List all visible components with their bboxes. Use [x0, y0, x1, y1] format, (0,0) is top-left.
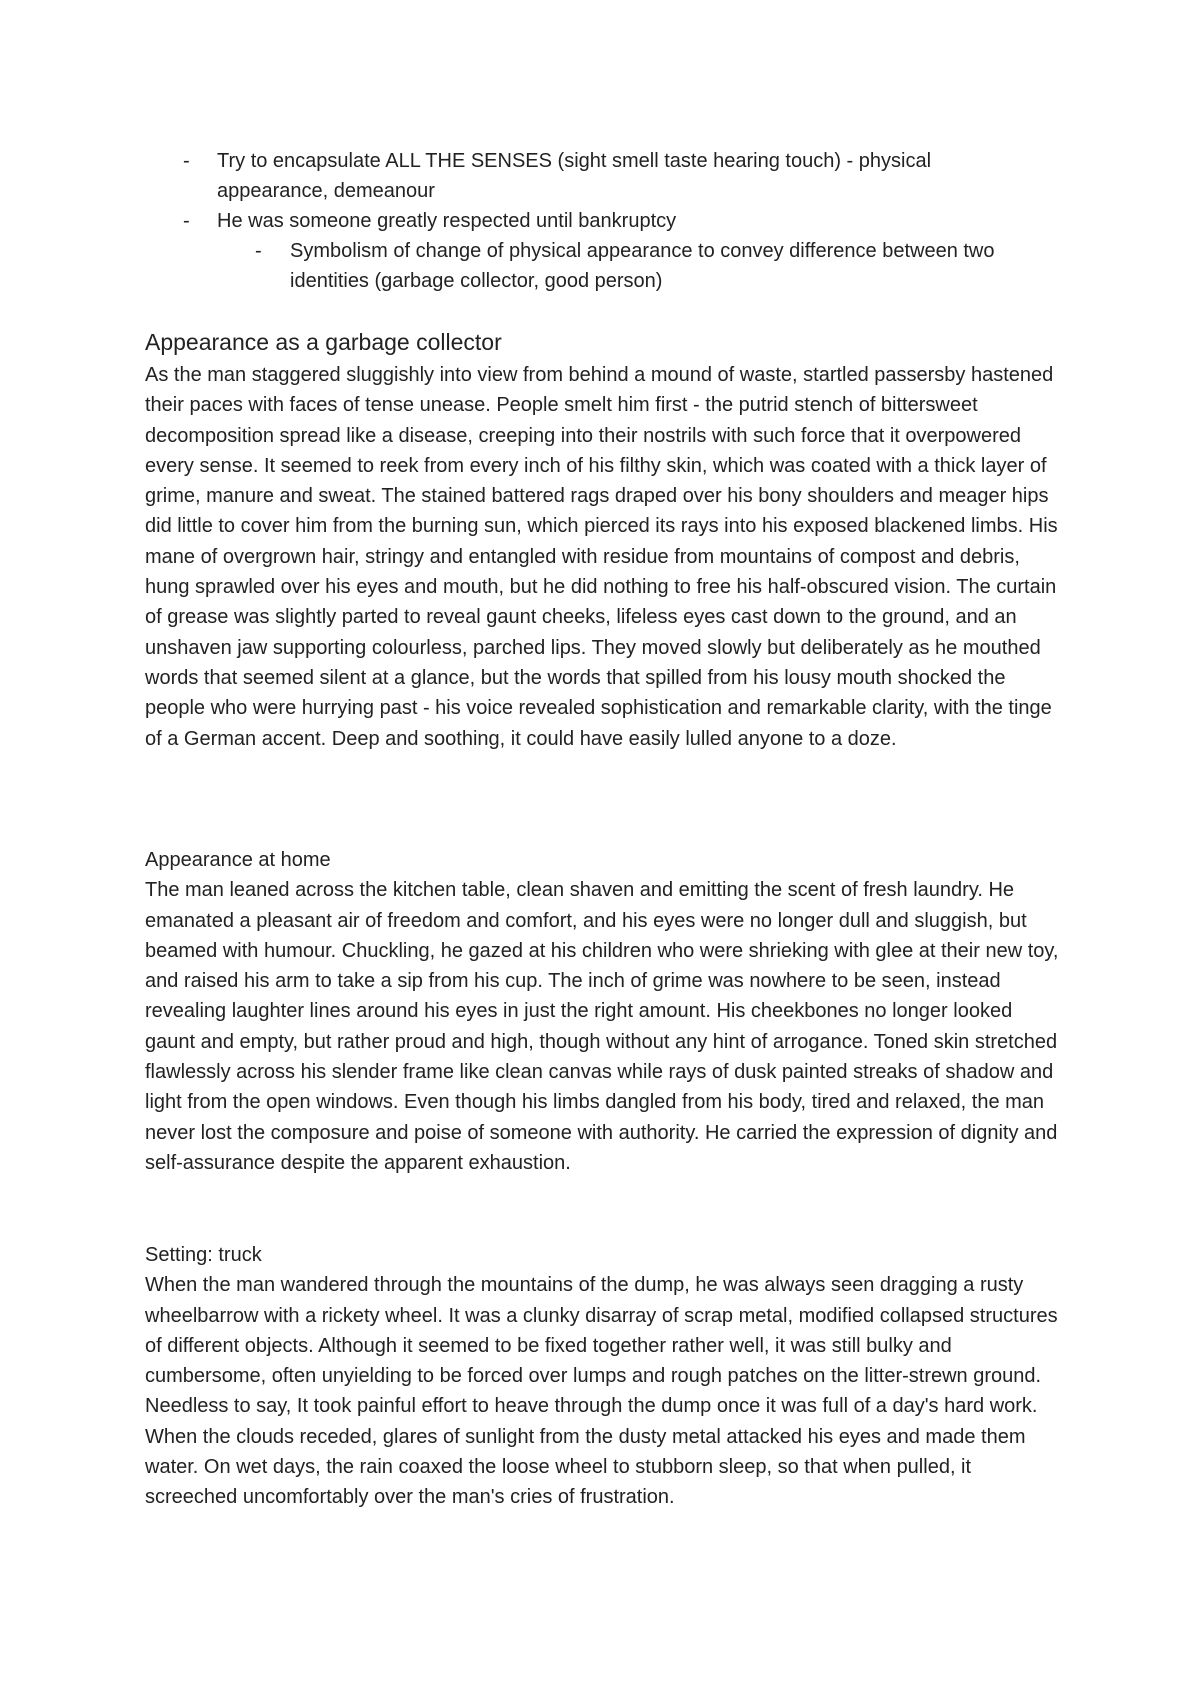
bullet-item [145, 206, 1045, 236]
bullet-marker: - [183, 150, 190, 172]
bullet-marker: - [183, 210, 190, 232]
section-heading-garbage-collector: Appearance as a garbage collector [145, 329, 502, 355]
section-at-home [145, 845, 1065, 1178]
bullet-item [145, 146, 1045, 206]
paragraph-garbage-collector: As the man staggered sluggishly into view from behind a mound of waste, startled passersby hastened their paces with faces of tense unease. People smelt him first - the putrid stench of bittersweet decomposition spread like a disease, creeping into their nostrils with such force that it overpowered every sense. It seemed to reek from every inch of his filthy skin, which was coated with a thick layer of grime, manure and sweat. The stained battered rags draped over his bony shoulders and meager hips did little to cover him from the burning sun, which pierced its rays into his exposed blackened limbs. His mane of overgrown hair, stringy and entangled with residue from mountains of compost and debris, hung sprawled over his eyes and mouth, but he did nothing to free his half-obscured vision. The curtain of grease was slightly parted to reveal gaunt cheeks, lifeless eyes cast down to the ground, and an unshaven jaw supporting colourless, parched lips. They moved slowly but deliberately as he mouthed words that seemed silent at a glance, but the words that spilled from his lousy mouth shocked the people who were hurrying past - his voice revealed sophistication and remarkable clarity, with the tinge of a German accent. Deep and soothing, it could have easily lulled anyone to a doze. [145, 364, 1058, 750]
bullet-text: He was someone greatly respected until bankruptcy [217, 210, 677, 232]
paragraph-at-home: The man leaned across the kitchen table, clean shaven and emitting the scent of fresh laundry. He emanated a pleasant air of freedom and comfort, and his eyes were no longer dull and sluggish, but beamed with humour. Chuckling, he gazed at his children who were shrieking with glee at their new toy, and raised his arm to take a sip from his cup. The inch of grime was nowhere to be seen, instead revealing laughter lines around his eyes in just the right amount. His cheekbones no longer looked gaunt and empty, but rather proud and high, though without any hint of arrogance. Toned skin stretched flawlessly across his slender frame like clean canvas while rays of dusk painted streaks of shadow and light from the open windows. Even though his limbs dangled from his body, tired and relaxed, the man never lost the composure and poise of someone with authority. He carried the expression of dignity and self-assurance despite the apparent exhaustion. [145, 879, 1059, 1174]
notes-bullet-list [145, 146, 1045, 296]
section-heading-truck: Setting: truck [145, 1244, 262, 1266]
sub-bullet-item [145, 236, 1045, 296]
paragraph-truck: When the man wandered through the mountains of the dump, he was always seen dragging a rusty wheelbarrow with a rickety wheel. It was a clunky disarray of scrap metal, modified collapsed structures of different objects. Although it seemed to be fixed together rather well, it was still bulky and cumbersome, often unyielding to be forced over lumps and rough patches on the litter-strewn ground. Needless to say, It took painful effort to heave through the dump once it was full of a day's hard work. When the clouds receded, glares of sunlight from the dusty metal attacked his eyes and made them water. On wet days, the rain coaxed the loose wheel to stubborn sleep, so that when pulled, it screeched uncomfortably over the man's cries of frustration. [145, 1274, 1058, 1509]
bullet-text: Symbolism of change of physical appearance to convey difference between two identities (garbage collector, good person) [290, 240, 995, 292]
bullet-text: Try to encapsulate ALL THE SENSES (sight smell taste hearing touch) - physical appearance, demeanour [217, 150, 932, 202]
section-truck [145, 1240, 1065, 1513]
bullet-marker: - [255, 240, 262, 262]
section-heading-at-home: Appearance at home [145, 849, 331, 871]
